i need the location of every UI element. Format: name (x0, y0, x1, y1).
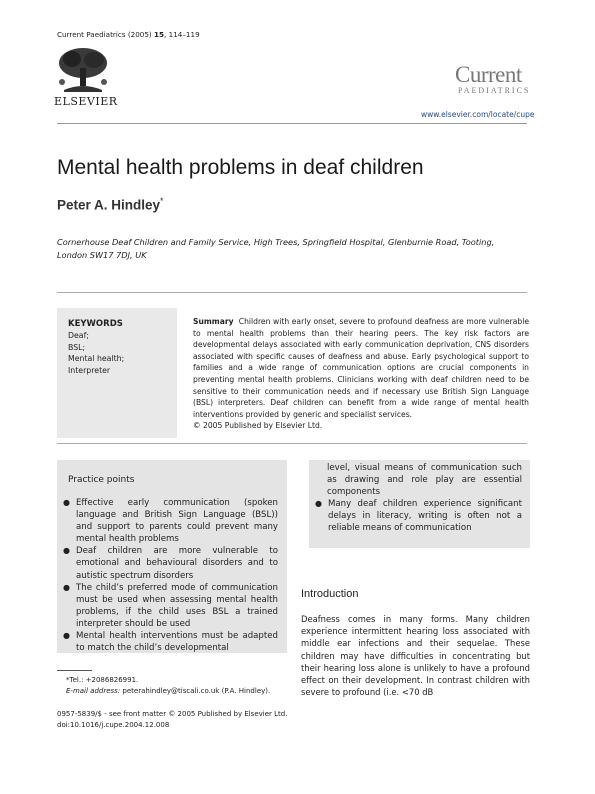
footnote-rule (57, 670, 92, 671)
practice-point-item (314, 498, 522, 534)
keywords-heading: KEYWORDS (68, 319, 123, 329)
summary-label: Summary (193, 317, 234, 326)
email-address-link[interactable]: peterahindley@tiscali.co.uk (P.A. Hindley). (122, 687, 271, 695)
author-name (57, 196, 164, 213)
journal-logo-paediatrics: PAEDIATRICS (458, 86, 531, 95)
publisher-name: ELSEVIER (54, 95, 118, 108)
elsevier-tree-logo (54, 46, 112, 94)
practice-point-item (62, 582, 278, 630)
bullet-icon: ● (63, 498, 70, 507)
abstract-top-divider (57, 292, 527, 293)
doi-line: doi:10.1016/j.cupe.2004.12.008 (57, 721, 170, 729)
practice-points-list (62, 497, 278, 654)
introduction-paragraph: Deafness comes in many forms. Many children experience intermittent hearing loss associated with middle ear infections and their sequelae. These children may have difficulties in concentrating but their hearing loss alone is unlikely to have a profound effect on their development. In contrast children with severe to profound (i.e. <70 dB (301, 614, 530, 698)
bullet-icon: ● (63, 631, 70, 641)
author-text: Peter A. Hindley (57, 197, 161, 213)
practice-point-item (62, 630, 278, 654)
author-affiliation: Cornerhouse Deaf Children and Family Service, High Trees, Springfield Hospital, Glenburnie Road, Tooting, London SW17 7DJ, UK (57, 237, 495, 260)
issn-line: 0957-5839/$ - see front matter © 2005 Published by Elsevier Ltd. (57, 710, 288, 718)
abstract-summary (193, 316, 529, 432)
article-title: Mental health problems in deaf children (57, 156, 424, 179)
practice-points-heading: Practice points (68, 475, 135, 485)
keyword-item: Deaf; (68, 331, 89, 340)
header-divider (57, 123, 527, 124)
summary-text: Children with early onset, severe to profound deafness are more vulnerable to mental health problems than their hearing peers. The key risk factors are developmental delays associated with early communication deprivation, CNS disorders associated with specific causes of deafness and abuse. Early psychological support to families and a wide range of communication options are crucial components in preventing mental health problems. Clinicians working with deaf children need to be sensitive to their communication needs and if necessary use British Sign Language (BSL) interpreters. Deaf children can benefit from a wide range of mental health interventions provided by generic and specialist services. (193, 317, 529, 419)
bullet-icon: ● (63, 546, 70, 556)
journal-logo-current: Current (455, 62, 522, 87)
practice-point-text: Deaf children are more vulnerable to emotional and behavioural disorders and to autistic spectrum disorders (76, 546, 278, 581)
practice-point-text: Many deaf children experience significant delays in literacy, writing is often not a reliable means of communication (328, 499, 522, 534)
journal-reference (57, 30, 200, 39)
summary-copyright: © 2005 Published by Elsevier Ltd. (193, 421, 323, 431)
keyword-item: Mental health; (68, 354, 125, 363)
keyword-item: BSL; (68, 342, 86, 352)
practice-point-continuation: level, visual means of communication such as drawing and role play are essential components (327, 463, 522, 498)
practice-point-text: Mental health interventions must be adapted to match the child’s developmental (76, 631, 278, 654)
practice-point-item (62, 497, 278, 545)
practice-point-text: The child’s preferred mode of communication must be used when assessing mental health problems, if the child uses BSL a trained interpreter should be used (76, 582, 278, 629)
practice-point-text: Effective early communication (spoken language and British Sign Language (BSL)) and support to parents could prevent many mental health problems (76, 498, 278, 545)
keyword-item: Interpreter (68, 365, 111, 375)
journal-volume: 15 (154, 30, 165, 39)
practice-point-item (62, 545, 278, 581)
introduction-heading: Introduction (301, 588, 359, 600)
email-label: E-mail address: (66, 687, 121, 695)
practice-points-list-continued (314, 462, 522, 535)
bullet-icon: ● (63, 582, 70, 592)
footnote-email (66, 687, 270, 695)
abstract-bottom-divider (57, 443, 527, 444)
footnote-telephone: *Tel.: +2086826991. (66, 676, 139, 684)
journal-name: Current Paediatrics (2005) (57, 30, 152, 39)
bullet-icon: ● (315, 499, 322, 509)
author-footnote-mark[interactable]: * (160, 196, 164, 206)
journal-url-link[interactable]: www.elsevier.com/locate/cupe (421, 110, 535, 119)
keywords-list (68, 330, 124, 376)
journal-pages: , 114–119 (164, 30, 200, 39)
